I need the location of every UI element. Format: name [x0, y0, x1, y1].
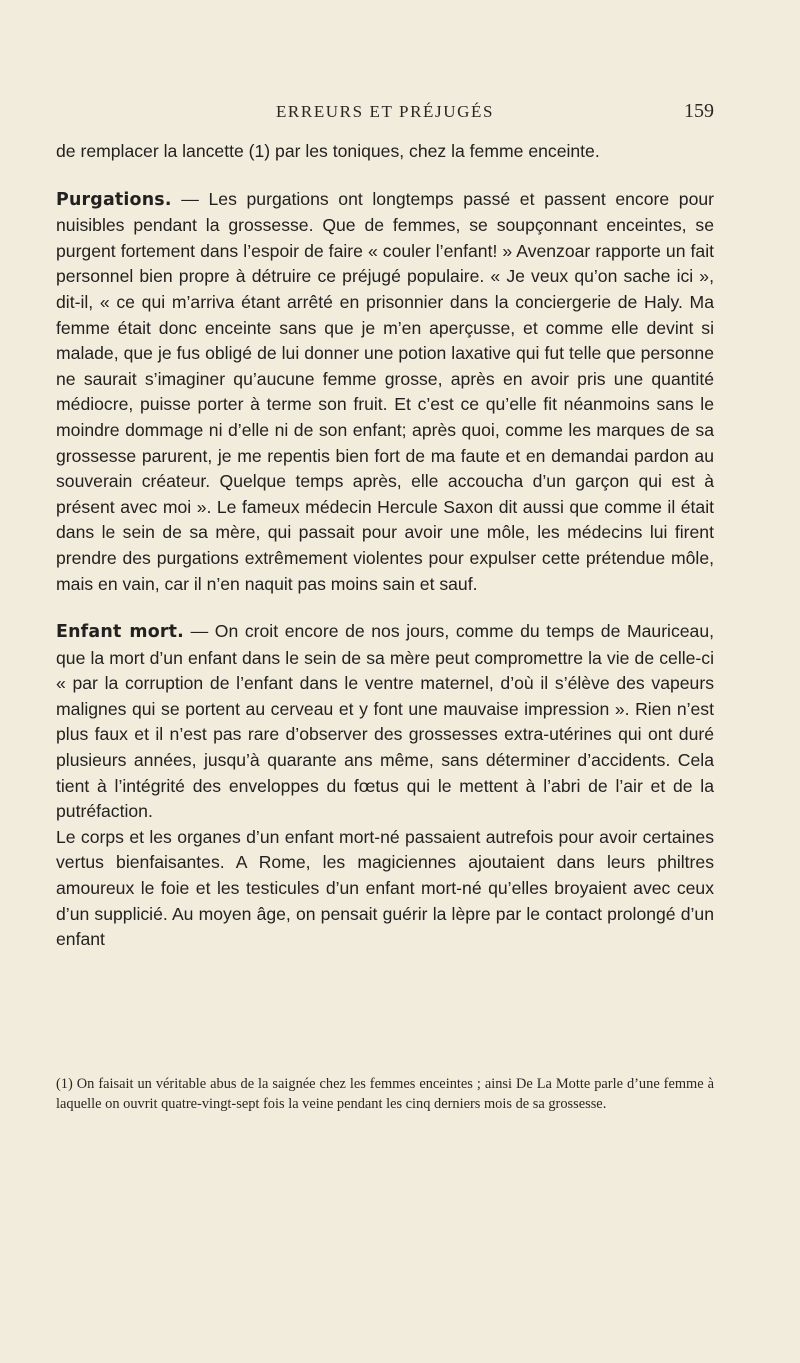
section-heading-purgations: Purgations. — [56, 189, 172, 210]
paragraph-enfant-mort — [56, 619, 714, 825]
page-number: 159 — [684, 100, 714, 122]
body-text — [56, 139, 714, 953]
footnote-text: On faisait un véritable abus de la saignée chez les femmes enceintes ; ainsi De La Motte parle d’une femme à laquelle on ouvrit quatre-vingt-sept fois la veine pendant les cinq derniers mois de sa grossesse. — [56, 1076, 714, 1112]
page-header — [56, 102, 714, 132]
paragraph-purgations — [56, 187, 714, 598]
paragraph-purgations-text: — Les purgations ont longtemps passé et passent encore pour nuisibles pendant la grossesse. Que de femmes, se soupçonnant enceintes, se purgent fortement dans l’espoir de faire « couler l’enfant! » Avenzoar rapporte un fait personnel bien propre à détruire ce préjugé populaire. « Je veux qu’on sache ici », dit-il, « ce qui m’arriva étant arrêté en prisonnier dans la conciergerie de Haly. Ma femme était donc enceinte sans que je m’en aperçusse, et comme elle devint si malade, que je fus obligé de lui donner une potion laxative qui fut telle que personne ne saurait s’imaginer qu’aucune femme grosse, après en avoir pris une quantité médiocre, puisse porter à terme son fruit. Et c’est ce qu’elle fit néanmoins sans le moindre dommage ni d’elle ni de son enfant; après quoi, comme les marques de sa grossesse parurent, je me repentis bien fort de ma faute et en demandai pardon au souverain créateur. Quelque temps après, elle accoucha d’un garçon qui est à présent avec moi ». Le fameux médecin Hercule Saxon dit aussi que comme il était dans le sein de sa mère, qui passait pour avoir une môle, les médecins lui firent prendre des purgations extrêmement violentes pour expulser cette prétendue môle, mais en vain, car il n’en naquit pas moins sain et sauf. — [56, 188, 714, 594]
paragraph-continuation: de remplacer la lancette (1) par les toniques, chez la femme enceinte. — [56, 141, 600, 161]
footnote — [56, 1075, 714, 1114]
running-title: ERREURS ET PRÉJUGÉS — [275, 102, 495, 121]
section-heading-enfant-mort: Enfant mort. — [56, 622, 184, 643]
paragraph-mort-ne: Le corps et les organes d’un enfant mort-né passaient autrefois pour avoir certaines vertus bienfaisantes. A Rome, les magiciennes ajoutaient dans leurs philtres amoureux le foie et les testicules d’un enfant mort-né qu’elles broyaient avec ceux d’un supplicié. Au moyen âge, on pensait guérir la lèpre par le contact prolongé d’un enfant — [56, 826, 714, 950]
paragraph-enfant-mort-text: — On croit encore de nos jours, comme du temps de Mauriceau, que la mort d’un enfant dans le sein de sa mère peut compromettre la vie de celle-ci « par la corruption de l’enfant dans le ventre maternel, d’où il s’élève des vapeurs malignes qui se portent au cerveau et y font une mauvaise impression ». Rien n’est plus faux et il n’est pas rare d’observer des grossesses extra-utérines qui ont duré plusieurs années, jusqu’à quarante ans même, sans déterminer d’accidents. Cela tient à l’intégrité des enveloppes du fœtus qui le mettent à l’abri de l’air et de la putréfaction. — [56, 621, 714, 822]
footnote-marker: (1) — [56, 1076, 73, 1092]
